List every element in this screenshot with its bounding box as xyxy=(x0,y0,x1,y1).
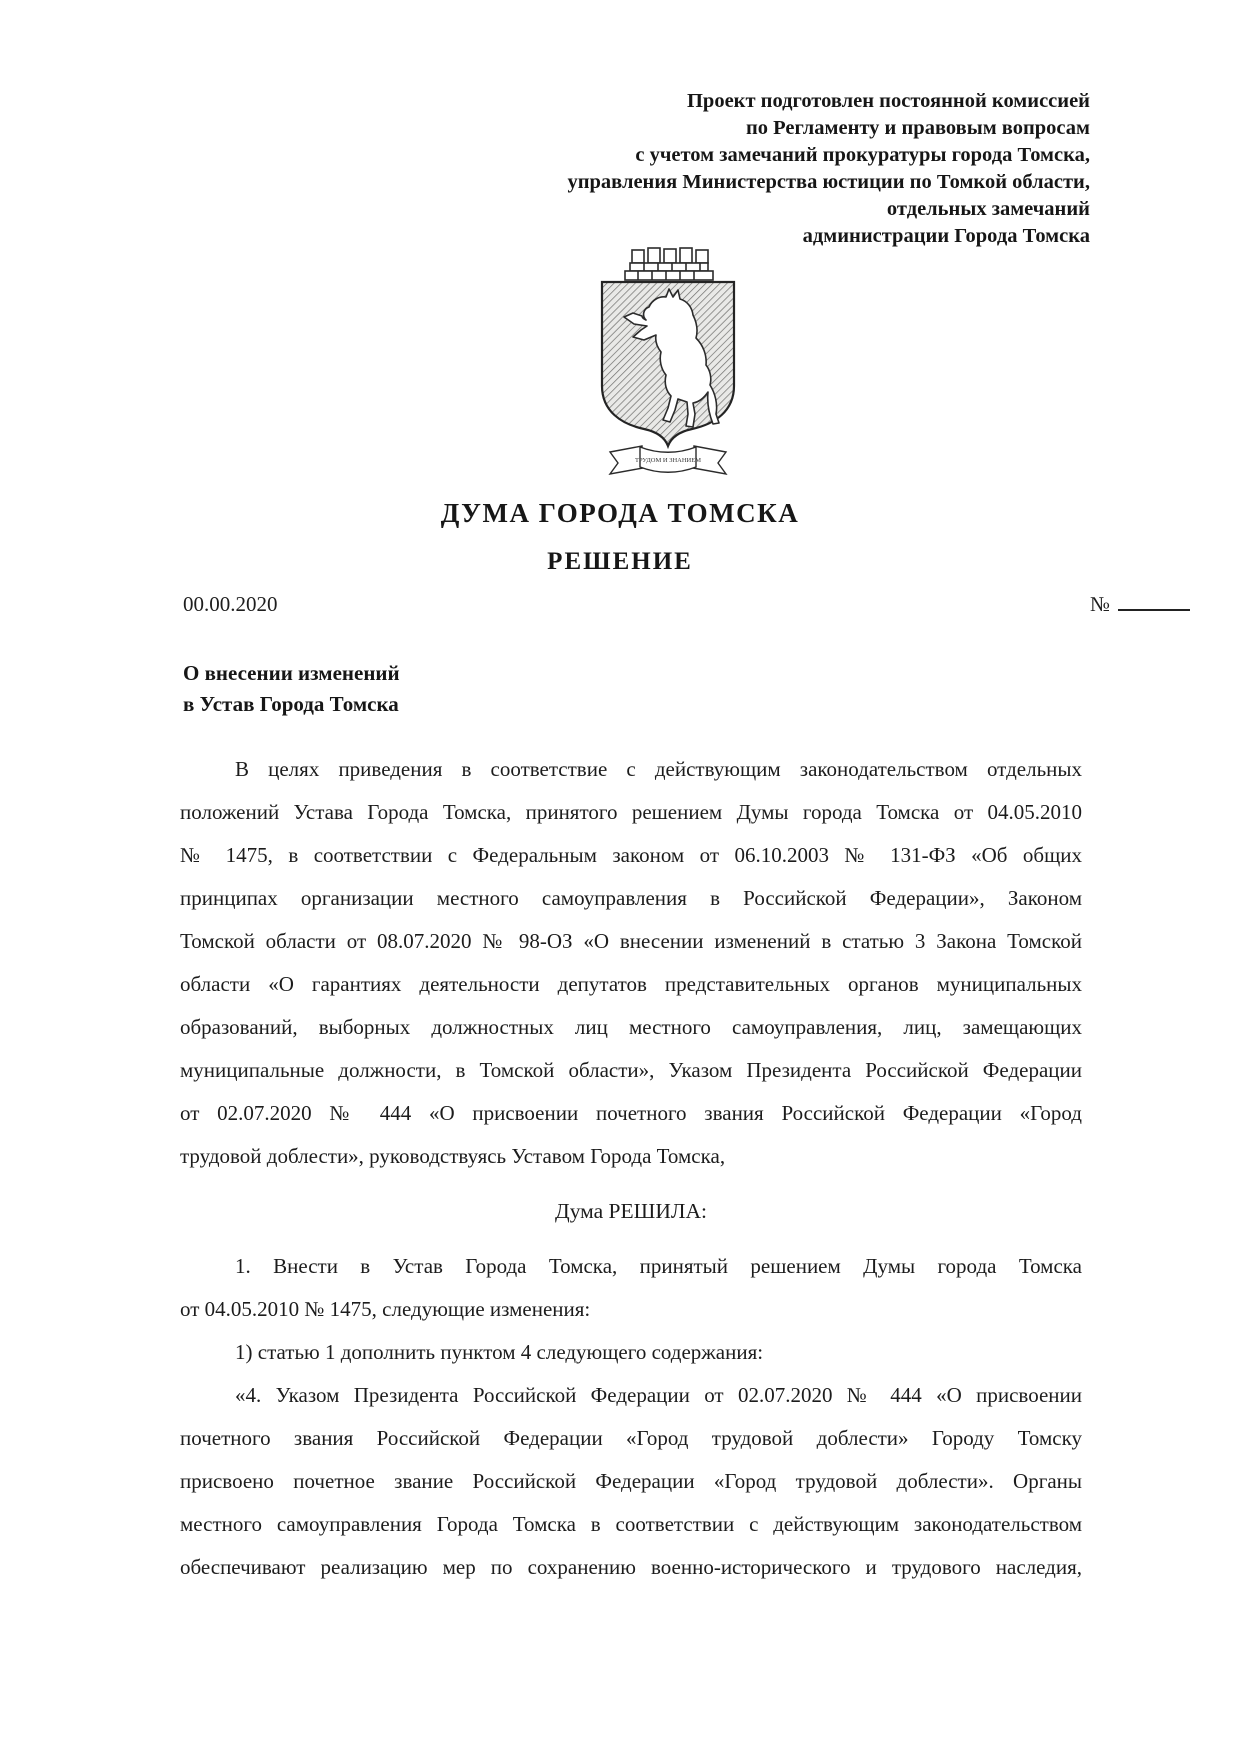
body-line: области «О гарантиях деятельности депутатов представительных органов муниципальных xyxy=(180,972,1082,996)
body-line: 1) статью 1 дополнить пунктом 4 следующего содержания: xyxy=(235,1340,764,1364)
preparer-note-line: администрации Города Томска xyxy=(802,225,1090,247)
body-line: «4. Указом Президента Российской Федерации от 02.07.2020 № 444 «О присвоении xyxy=(235,1383,1082,1407)
body-line: № 1475, в соответствии с Федеральным законом от 06.10.2003 № 131-ФЗ «Об общих xyxy=(180,843,1082,867)
preparer-note-line: с учетом замечаний прокуратуры города Томска, xyxy=(635,144,1090,166)
body-line: В целях приведения в соответствие с действующим законодательством отдельных xyxy=(235,757,1082,781)
document-type-title: РЕШЕНИЕ xyxy=(547,548,693,575)
quoted-clause-paragraph xyxy=(180,1374,1082,1589)
preparer-note xyxy=(390,88,1090,250)
motto-text: ТРУДОМ И ЗНАНИЕМ xyxy=(634,457,702,464)
body-line: от 02.07.2020 № 444 «О присвоении почетного звания Российской Федерации «Город xyxy=(180,1101,1082,1125)
preparer-note-line: Проект подготовлен постоянной комиссией xyxy=(686,90,1090,112)
body-line: обеспечивают реализацию мер по сохранению военно-исторического и трудового наследия, xyxy=(180,1555,1082,1579)
body-line: Томской области от 08.07.2020 № 98-ОЗ «О внесении изменений в статью 3 Закона Томской xyxy=(180,929,1082,953)
number-label: № xyxy=(1089,592,1110,616)
preparer-note-line: управления Министерства юстиции по Томкой области, xyxy=(567,171,1090,193)
number-field xyxy=(1090,588,1190,617)
body-line: от 04.05.2010 № 1475, следующие изменения: xyxy=(180,1297,591,1321)
body-line: положений Устава Города Томска, принятого решением Думы города Томска от 04.05.2010 xyxy=(180,800,1082,824)
subject-line: в Устав Города Томска xyxy=(183,692,399,716)
amendment-item-paragraph xyxy=(180,1331,1082,1374)
body-line: присвоено почетное звание Российской Федерации «Город трудовой доблести». Органы xyxy=(180,1469,1082,1493)
body-line: трудовой доблести», руководствуясь Уставом Города Томска, xyxy=(180,1144,726,1168)
body-line: местного самоуправления Города Томска в соответствии с действующим законодательством xyxy=(180,1512,1082,1536)
body-line: образований, выборных должностных лиц местного самоуправления, лиц, замещающих xyxy=(180,1015,1082,1039)
subject-line: О внесении изменений xyxy=(183,661,400,685)
date-number-row xyxy=(183,588,1190,617)
resolution-intro-paragraph xyxy=(180,1245,1082,1331)
resolved-heading: Дума РЕШИЛА: xyxy=(555,1199,707,1223)
document-subject xyxy=(183,658,400,720)
organization-title: ДУМА ГОРОДА ТОМСКА xyxy=(440,498,800,528)
body-line: 1. Внести в Устав Города Томска, принятый решением Думы города Томска xyxy=(235,1254,1082,1278)
preamble-paragraph xyxy=(180,748,1082,1178)
body-line: почетного звания Российской Федерации «Город трудовой доблести» Городу Томску xyxy=(180,1426,1082,1450)
mural-crown-icon xyxy=(625,248,713,280)
number-blank-line xyxy=(1118,588,1190,611)
preparer-note-line: отдельных замечаний xyxy=(886,198,1090,220)
coat-of-arms-graphic xyxy=(580,246,756,478)
preparer-note-line: по Регламенту и правовым вопросам xyxy=(745,117,1090,139)
body-line: муниципальные должности, в Томской области», Указом Президента Российской Федерации xyxy=(180,1058,1082,1082)
document-body xyxy=(180,748,1082,1589)
tomsk-coat-of-arms xyxy=(580,246,756,478)
body-line: принципах организации местного самоуправления в Российской Федерации», Законом xyxy=(180,886,1082,910)
document-date: 00.00.2020 xyxy=(183,592,278,616)
